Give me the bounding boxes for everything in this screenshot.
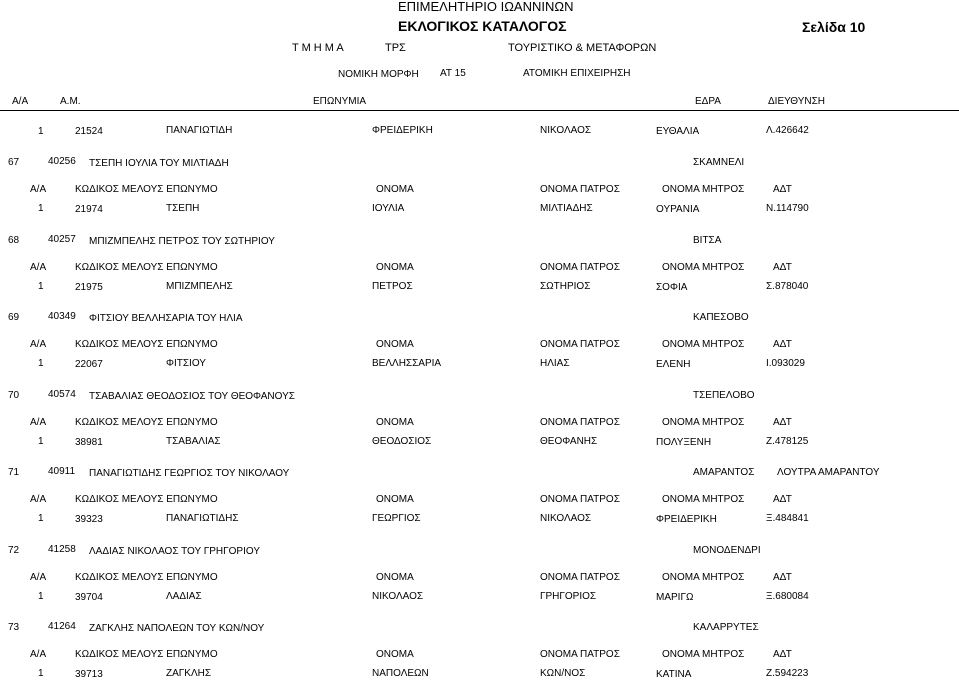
member-header-code-surname: ΚΩΔΙΚΟΣ ΜΕΛΟΥΣ ΕΠΩΝΥΜΟ [75,262,218,273]
member-father-name: ΓΡΗΓΟΡΙΟΣ [540,591,597,602]
member-code: 22067 [75,359,103,370]
member-code: 39323 [75,514,103,525]
member-header-name: ΟΝΟΜΑ [376,184,414,195]
member-id-card: Ζ.594223 [766,668,809,679]
entry-aa: 69 [8,312,20,323]
member-id-card: Ι.093029 [766,358,805,369]
member-header-father: ΟΝΟΜΑ ΠΑΤΡΟΣ [540,184,620,195]
entry-eponymia: ΦΙΤΣΙΟΥ ΒΕΛΛΗΣΑΡΙΑ ΤΟΥ ΗΛΙΑ [89,313,243,324]
legal-form-label: ΝΟΜΙΚΗ ΜΟΡΦΗ [338,69,419,80]
member-header-name: ΟΝΟΜΑ [376,339,414,350]
member-surname: ΠΑΝΑΓΙΩΤΙΔΗ [166,125,233,136]
member-aa: 1 [38,668,44,679]
entry-eponymia: ΤΣΕΠΗ ΙΟΥΛΙΑ ΤΟΥ ΜΙΛΤΙΑΔΗ [89,158,229,169]
member-aa: 1 [38,203,44,214]
entry-edra: ΣΚΑΜΝΕΛΙ [693,157,745,168]
member-aa: 1 [38,358,44,369]
member-header-code-surname: ΚΩΔΙΚΟΣ ΜΕΛΟΥΣ ΕΠΩΝΥΜΟ [75,649,218,660]
member-header-code-surname: ΚΩΔΙΚΟΣ ΜΕΛΟΥΣ ΕΠΩΝΥΜΟ [75,184,218,195]
entry-edra: ΚΑΠΕΣΟΒΟ [693,312,749,323]
member-header-father: ΟΝΟΜΑ ΠΑΤΡΟΣ [540,339,620,350]
member-header-father: ΟΝΟΜΑ ΠΑΤΡΟΣ [540,572,620,583]
entry-aa: 68 [8,235,20,246]
entry-aa: 71 [8,467,20,478]
column-header-address: ΔΙΕΥΘΥΝΣΗ [768,96,825,107]
member-father-name: ΚΩΝ/ΝΟΣ [540,668,586,679]
member-header-aa: Α/Α [30,184,47,195]
member-header-name: ΟΝΟΜΑ [376,417,414,428]
member-mother-name: ΣΟΦΙΑ [656,282,688,293]
member-mother-name: ΕΛΕΝΗ [656,359,691,370]
entry-eponymia: ΠΑΝΑΓΙΩΤΙΔΗΣ ΓΕΩΡΓΙΟΣ ΤΟΥ ΝΙΚΟΛΑΟΥ [89,468,290,479]
member-header-adt: ΑΔΤ [773,262,792,273]
member-header-code-surname: ΚΩΔΙΚΟΣ ΜΕΛΟΥΣ ΕΠΩΝΥΜΟ [75,572,218,583]
member-header-adt: ΑΔΤ [773,649,792,660]
chamber-title: ΕΠΙΜΕΛΗΤΗΡΙΟ ΙΩΑΝΝΙΝΩΝ [398,0,574,14]
member-header-adt: ΑΔΤ [773,184,792,195]
entry-aa: 70 [8,390,20,401]
member-header-code-surname: ΚΩΔΙΚΟΣ ΜΕΛΟΥΣ ΕΠΩΝΥΜΟ [75,339,218,350]
member-name: ΒΕΛΛΗΣΣΑΡΙΑ [372,358,442,369]
member-header-mother: ΟΝΟΜΑ ΜΗΤΡΟΣ [662,494,745,505]
member-header-code-surname: ΚΩΔΙΚΟΣ ΜΕΛΟΥΣ ΕΠΩΝΥΜΟ [75,494,218,505]
entry-edra: ΤΣΕΠΕΛΟΒΟ [693,390,755,401]
member-code: 38981 [75,437,103,448]
member-header-name: ΟΝΟΜΑ [376,572,414,583]
member-aa: 1 [38,436,44,447]
member-code: 21975 [75,282,103,293]
member-header-code-surname: ΚΩΔΙΚΟΣ ΜΕΛΟΥΣ ΕΠΩΝΥΜΟ [75,417,218,428]
column-header-edra: ΕΔΡΑ [695,96,721,107]
member-header-name: ΟΝΟΜΑ [376,494,414,505]
member-header-mother: ΟΝΟΜΑ ΜΗΤΡΟΣ [662,339,745,350]
member-header-mother: ΟΝΟΜΑ ΜΗΤΡΟΣ [662,572,745,583]
member-header-mother: ΟΝΟΜΑ ΜΗΤΡΟΣ [662,649,745,660]
column-header-aa: Α/Α [12,96,29,107]
member-id-card: Ν.114790 [766,203,809,214]
member-surname: ΤΣΑΒΑΛΙΑΣ [166,436,221,447]
entry-am: 40349 [48,311,76,322]
member-surname: ΛΑΔΙΑΣ [166,591,202,602]
entry-am: 40911 [48,466,76,477]
entry-aa: 72 [8,545,20,556]
entry-eponymia: ΛΑΔΙΑΣ ΝΙΚΟΛΑΟΣ ΤΟΥ ΓΡΗΓΟΡΙΟΥ [89,546,261,557]
member-aa: 1 [38,281,44,292]
member-name: ΙΟΥΛΙΑ [372,203,405,214]
entry-eponymia: ΤΣΑΒΑΛΙΑΣ ΘΕΟΔΟΣΙΟΣ ΤΟΥ ΘΕΟΦΑΝΟΥΣ [89,391,295,402]
member-name: ΘΕΟΔΟΣΙΟΣ [372,436,432,447]
header-divider [0,110,959,111]
member-aa: 1 [38,126,44,137]
entry-am: 40256 [48,156,76,167]
member-header-aa: Α/Α [30,262,47,273]
member-header-father: ΟΝΟΜΑ ΠΑΤΡΟΣ [540,262,620,273]
member-aa: 1 [38,591,44,602]
member-id-card: Λ.426642 [766,125,809,136]
entry-am: 40257 [48,234,76,245]
member-surname: ΤΣΕΠΗ [166,203,200,214]
member-header-aa: Α/Α [30,494,47,505]
member-father-name: ΘΕΟΦΑΝΗΣ [540,436,598,447]
member-mother-name: ΚΑΤΙΝΑ [656,669,692,680]
member-header-name: ΟΝΟΜΑ [376,649,414,660]
member-header-adt: ΑΔΤ [773,572,792,583]
member-mother-name: ΠΟΛΥΞΕΝΗ [656,437,712,448]
member-mother-name: ΟΥΡΑΝΙΑ [656,204,700,215]
member-id-card: Ξ.680084 [766,591,809,602]
member-surname: ΠΑΝΑΓΙΩΤΙΔΗΣ [166,513,239,524]
member-header-father: ΟΝΟΜΑ ΠΑΤΡΟΣ [540,494,620,505]
member-surname: ΜΠΙΖΜΠΕΛΗΣ [166,281,233,292]
member-name: ΓΕΩΡΓΙΟΣ [372,513,421,524]
member-header-mother: ΟΝΟΜΑ ΜΗΤΡΟΣ [662,417,745,428]
entry-eponymia: ΖΑΓΚΛΗΣ ΝΑΠΟΛΕΩΝ ΤΟΥ ΚΩΝ/ΝΟΥ [89,623,265,634]
member-mother-name: ΜΑΡΙΓΩ [656,592,694,603]
legal-form-code: ΑΤ 15 [440,68,466,79]
entry-edra: ΚΑΛΑΡΡΥΤΕΣ [693,622,759,633]
page-number: Σελίδα 10 [802,19,866,35]
entry-am: 40574 [48,389,76,400]
entry-eponymia: ΜΠΙΖΜΠΕΛΗΣ ΠΕΤΡΟΣ ΤΟΥ ΣΩΤΗΡΙΟΥ [89,236,275,247]
member-name: ΦΡΕΙΔΕΡΙΚΗ [372,125,433,136]
member-header-aa: Α/Α [30,339,47,350]
entry-edra: ΒΙΤΣΑ [693,235,722,246]
member-surname: ΖΑΓΚΛΗΣ [166,668,212,679]
member-name: ΝΑΠΟΛΕΩΝ [372,668,429,679]
member-header-father: ΟΝΟΜΑ ΠΑΤΡΟΣ [540,649,620,660]
member-header-mother: ΟΝΟΜΑ ΜΗΤΡΟΣ [662,184,745,195]
member-surname: ΦΙΤΣΙΟΥ [166,358,206,369]
member-header-name: ΟΝΟΜΑ [376,262,414,273]
member-id-card: Σ.878040 [766,281,809,292]
member-code: 21524 [75,126,103,137]
section-label: Τ Μ Η Μ Α [292,42,344,54]
member-father-name: ΝΙΚΟΛΑΟΣ [540,125,592,136]
catalog-title: ΕΚΛΟΓΙΚΟΣ ΚΑΤΑΛΟΓΟΣ [398,18,567,34]
entry-aa: 73 [8,622,20,633]
member-father-name: ΝΙΚΟΛΑΟΣ [540,513,592,524]
member-header-aa: Α/Α [30,417,47,428]
section-name: ΤΟΥΡΙΣΤΙΚΟ & ΜΕΤΑΦΟΡΩΝ [508,42,657,54]
member-father-name: ΣΩΤΗΡΙΟΣ [540,281,591,292]
member-name: ΝΙΚΟΛΑΟΣ [372,591,424,602]
member-id-card: Ξ.484841 [766,513,809,524]
member-code: 21974 [75,204,103,215]
entry-aa: 67 [8,157,20,168]
member-mother-name: ΦΡΕΙΔΕΡΙΚΗ [656,514,717,525]
member-mother-name: ΕΥΘΑΛΙΑ [656,126,700,137]
entry-am: 41264 [48,621,76,632]
entry-edra: ΑΜΑΡΑΝΤΟΣ [693,467,755,478]
member-header-aa: Α/Α [30,649,47,660]
member-code: 39713 [75,669,103,680]
member-father-name: ΜΙΛΤΙΑΔΗΣ [540,203,593,214]
member-header-father: ΟΝΟΜΑ ΠΑΤΡΟΣ [540,417,620,428]
member-header-adt: ΑΔΤ [773,339,792,350]
entry-am: 41258 [48,544,76,555]
member-header-adt: ΑΔΤ [773,494,792,505]
member-aa: 1 [38,513,44,524]
entry-address: ΛΟΥΤΡΑ ΑΜΑΡΑΝΤΟΥ [777,467,880,478]
member-header-adt: ΑΔΤ [773,417,792,428]
section-code: ΤΡΣ [385,42,406,54]
legal-form-name: ΑΤΟΜΙΚΗ ΕΠΙΧΕΙΡΗΣΗ [523,68,631,79]
member-code: 39704 [75,592,103,603]
member-name: ΠΕΤΡΟΣ [372,281,413,292]
member-header-mother: ΟΝΟΜΑ ΜΗΤΡΟΣ [662,262,745,273]
member-father-name: ΗΛΙΑΣ [540,358,570,369]
column-header-eponymia: ΕΠΩΝΥΜΙΑ [313,96,367,107]
column-header-am: Α.Μ. [60,96,81,107]
member-header-aa: Α/Α [30,572,47,583]
member-id-card: Ζ.478125 [766,436,809,447]
entry-edra: ΜΟΝΟΔΕΝΔΡΙ [693,545,761,556]
